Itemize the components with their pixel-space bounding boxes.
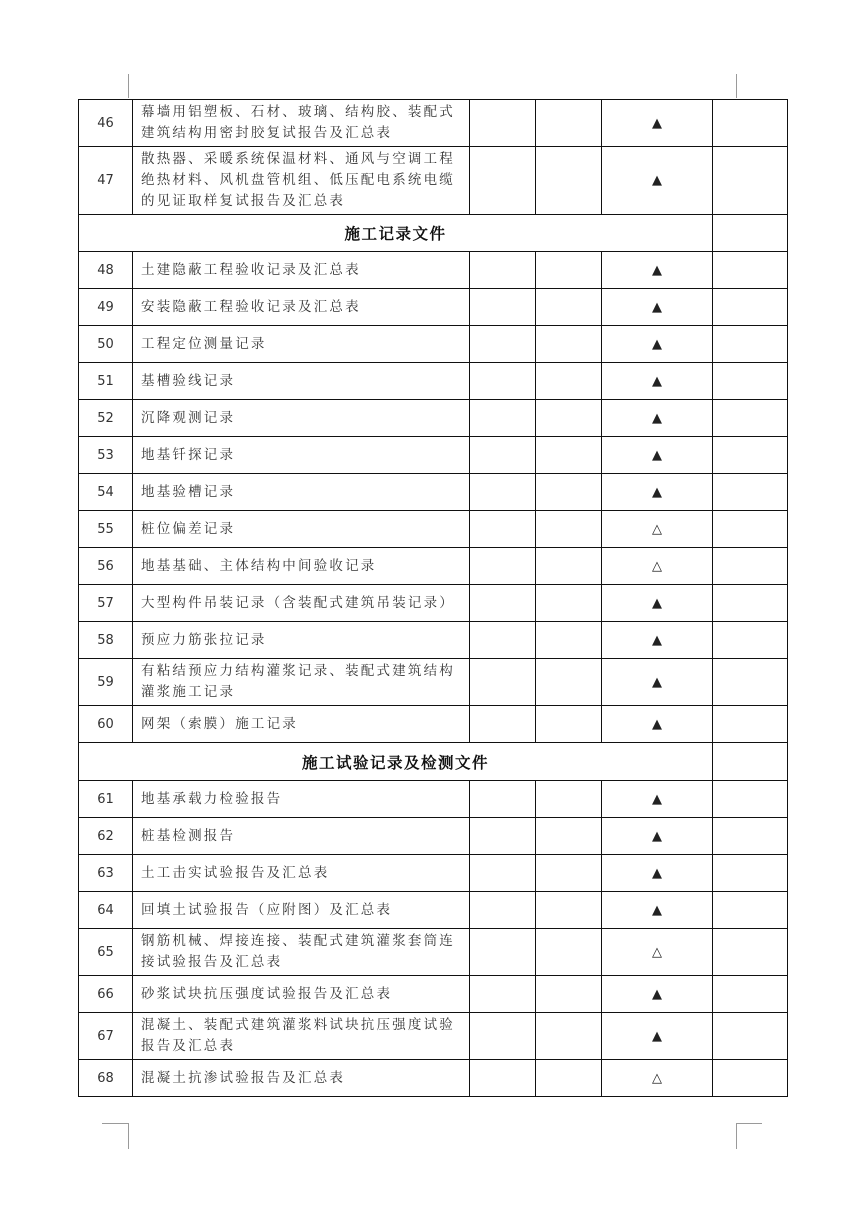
row-number: 63 — [79, 855, 133, 892]
blank-cell — [536, 252, 602, 289]
crop-mark-bottom-left-v — [128, 1123, 129, 1149]
crop-mark-bottom-right-v — [736, 1123, 737, 1149]
blank-cell — [536, 976, 602, 1013]
archive-mark: ▲ — [602, 326, 713, 363]
row-number: 66 — [79, 976, 133, 1013]
blank-cell — [536, 289, 602, 326]
archive-mark: ▲ — [602, 622, 713, 659]
section-title: 施工记录文件 — [79, 215, 713, 252]
crop-mark-bottom-right-h — [736, 1123, 762, 1124]
document-name: 地基基础、主体结构中间验收记录 — [133, 548, 470, 585]
blank-cell — [536, 585, 602, 622]
table-row — [79, 252, 788, 289]
row-number: 48 — [79, 252, 133, 289]
row-number: 60 — [79, 706, 133, 743]
archive-mark: ▲ — [602, 100, 713, 147]
archive-mark: ▲ — [602, 474, 713, 511]
row-number: 64 — [79, 892, 133, 929]
remark-cell — [713, 743, 788, 781]
remark-cell — [713, 622, 788, 659]
blank-cell — [536, 147, 602, 215]
remark-cell — [713, 437, 788, 474]
blank-cell — [470, 100, 536, 147]
table-row — [79, 622, 788, 659]
row-number: 61 — [79, 781, 133, 818]
blank-cell — [536, 855, 602, 892]
remark-cell — [713, 100, 788, 147]
blank-cell — [470, 1013, 536, 1060]
remark-cell — [713, 1013, 788, 1060]
row-number: 52 — [79, 400, 133, 437]
blank-cell — [536, 1013, 602, 1060]
table-body — [79, 100, 788, 1097]
blank-cell — [470, 400, 536, 437]
document-name: 安装隐蔽工程验收记录及汇总表 — [133, 289, 470, 326]
archive-mark: ▲ — [602, 400, 713, 437]
remark-cell — [713, 252, 788, 289]
row-number: 58 — [79, 622, 133, 659]
blank-cell — [470, 659, 536, 706]
row-number: 51 — [79, 363, 133, 400]
blank-cell — [470, 622, 536, 659]
document-name: 沉降观测记录 — [133, 400, 470, 437]
blank-cell — [470, 289, 536, 326]
blank-cell — [470, 326, 536, 363]
document-name: 土工击实试验报告及汇总表 — [133, 855, 470, 892]
blank-cell — [470, 363, 536, 400]
archive-mark: ▲ — [602, 437, 713, 474]
document-name: 砂浆试块抗压强度试验报告及汇总表 — [133, 976, 470, 1013]
remark-cell — [713, 511, 788, 548]
row-number: 46 — [79, 100, 133, 147]
blank-cell — [536, 818, 602, 855]
remark-cell — [713, 929, 788, 976]
archive-mark: △ — [602, 511, 713, 548]
archive-mark: ▲ — [602, 252, 713, 289]
document-name: 有粘结预应力结构灌浆记录、装配式建筑结构灌浆施工记录 — [133, 659, 470, 706]
blank-cell — [536, 474, 602, 511]
document-name: 地基验槽记录 — [133, 474, 470, 511]
table-row — [79, 1013, 788, 1060]
table-row — [79, 326, 788, 363]
blank-cell — [470, 437, 536, 474]
crop-mark-top-left — [128, 74, 129, 98]
row-number: 47 — [79, 147, 133, 215]
document-name: 桩基检测报告 — [133, 818, 470, 855]
blank-cell — [536, 781, 602, 818]
document-name: 混凝土抗渗试验报告及汇总表 — [133, 1060, 470, 1097]
remark-cell — [713, 781, 788, 818]
crop-mark-top-right — [736, 74, 737, 98]
remark-cell — [713, 818, 788, 855]
table-row — [79, 100, 788, 147]
remark-cell — [713, 326, 788, 363]
blank-cell — [470, 929, 536, 976]
blank-cell — [536, 659, 602, 706]
table-row — [79, 363, 788, 400]
remark-cell — [713, 289, 788, 326]
row-number: 57 — [79, 585, 133, 622]
blank-cell — [470, 585, 536, 622]
blank-cell — [536, 100, 602, 147]
remark-cell — [713, 855, 788, 892]
archive-mark: ▲ — [602, 289, 713, 326]
blank-cell — [470, 781, 536, 818]
crop-mark-bottom-left-h — [102, 1123, 128, 1124]
document-table — [78, 99, 788, 1097]
archive-mark: ▲ — [602, 363, 713, 400]
document-name: 预应力筋张拉记录 — [133, 622, 470, 659]
row-number: 62 — [79, 818, 133, 855]
blank-cell — [536, 363, 602, 400]
table-row — [79, 1060, 788, 1097]
table-row — [79, 147, 788, 215]
table-row — [79, 818, 788, 855]
archive-mark: ▲ — [602, 659, 713, 706]
document-name: 基槽验线记录 — [133, 363, 470, 400]
remark-cell — [713, 585, 788, 622]
row-number: 67 — [79, 1013, 133, 1060]
row-number: 50 — [79, 326, 133, 363]
blank-cell — [536, 706, 602, 743]
document-name: 幕墙用铝塑板、石材、玻璃、结构胶、装配式建筑结构用密封胶复试报告及汇总表 — [133, 100, 470, 147]
archive-mark: ▲ — [602, 706, 713, 743]
remark-cell — [713, 892, 788, 929]
blank-cell — [536, 511, 602, 548]
table-row — [79, 437, 788, 474]
archive-mark: ▲ — [602, 147, 713, 215]
row-number: 56 — [79, 548, 133, 585]
table-row — [79, 474, 788, 511]
blank-cell — [470, 474, 536, 511]
document-name: 工程定位测量记录 — [133, 326, 470, 363]
remark-cell — [713, 474, 788, 511]
document-name: 混凝土、装配式建筑灌浆料试块抗压强度试验报告及汇总表 — [133, 1013, 470, 1060]
blank-cell — [470, 976, 536, 1013]
row-number: 55 — [79, 511, 133, 548]
remark-cell — [713, 659, 788, 706]
document-name: 地基钎探记录 — [133, 437, 470, 474]
table-row — [79, 929, 788, 976]
table-row — [79, 511, 788, 548]
remark-cell — [713, 215, 788, 252]
document-name: 大型构件吊装记录（含装配式建筑吊装记录） — [133, 585, 470, 622]
archive-mark: ▲ — [602, 818, 713, 855]
table-row — [79, 585, 788, 622]
blank-cell — [536, 548, 602, 585]
blank-cell — [470, 706, 536, 743]
blank-cell — [536, 892, 602, 929]
archive-mark: ▲ — [602, 1013, 713, 1060]
section-title: 施工试验记录及检测文件 — [79, 743, 713, 781]
row-number: 59 — [79, 659, 133, 706]
table-row — [79, 892, 788, 929]
table-row — [79, 976, 788, 1013]
document-name: 网架（索膜）施工记录 — [133, 706, 470, 743]
blank-cell — [470, 252, 536, 289]
archive-mark: ▲ — [602, 781, 713, 818]
table-row — [79, 706, 788, 743]
remark-cell — [713, 976, 788, 1013]
document-name: 土建隐蔽工程验收记录及汇总表 — [133, 252, 470, 289]
section-header-row — [79, 215, 788, 252]
document-name: 桩位偏差记录 — [133, 511, 470, 548]
archive-mark: ▲ — [602, 892, 713, 929]
blank-cell — [470, 1060, 536, 1097]
table-row — [79, 400, 788, 437]
archive-mark: △ — [602, 929, 713, 976]
row-number: 49 — [79, 289, 133, 326]
blank-cell — [536, 929, 602, 976]
archive-mark: ▲ — [602, 585, 713, 622]
remark-cell — [713, 147, 788, 215]
table-row — [79, 781, 788, 818]
blank-cell — [470, 548, 536, 585]
blank-cell — [470, 855, 536, 892]
remark-cell — [713, 363, 788, 400]
row-number: 65 — [79, 929, 133, 976]
archive-mark: △ — [602, 1060, 713, 1097]
document-name: 地基承载力检验报告 — [133, 781, 470, 818]
row-number: 53 — [79, 437, 133, 474]
blank-cell — [470, 147, 536, 215]
remark-cell — [713, 400, 788, 437]
blank-cell — [536, 1060, 602, 1097]
table-row — [79, 855, 788, 892]
remark-cell — [713, 548, 788, 585]
row-number: 68 — [79, 1060, 133, 1097]
document-name: 散热器、采暖系统保温材料、通风与空调工程绝热材料、风机盘管机组、低压配电系统电缆的见证取样复试报告及汇总表 — [133, 147, 470, 215]
document-name: 钢筋机械、焊接连接、装配式建筑灌浆套筒连接试验报告及汇总表 — [133, 929, 470, 976]
table-row — [79, 659, 788, 706]
archive-mark: △ — [602, 548, 713, 585]
blank-cell — [470, 892, 536, 929]
row-number: 54 — [79, 474, 133, 511]
blank-cell — [536, 326, 602, 363]
blank-cell — [470, 511, 536, 548]
section-header-row — [79, 743, 788, 781]
blank-cell — [536, 622, 602, 659]
document-name: 回填土试验报告（应附图）及汇总表 — [133, 892, 470, 929]
remark-cell — [713, 1060, 788, 1097]
blank-cell — [536, 400, 602, 437]
table-row — [79, 548, 788, 585]
archive-mark: ▲ — [602, 855, 713, 892]
remark-cell — [713, 706, 788, 743]
blank-cell — [470, 818, 536, 855]
blank-cell — [536, 437, 602, 474]
table-row — [79, 289, 788, 326]
archive-mark: ▲ — [602, 976, 713, 1013]
